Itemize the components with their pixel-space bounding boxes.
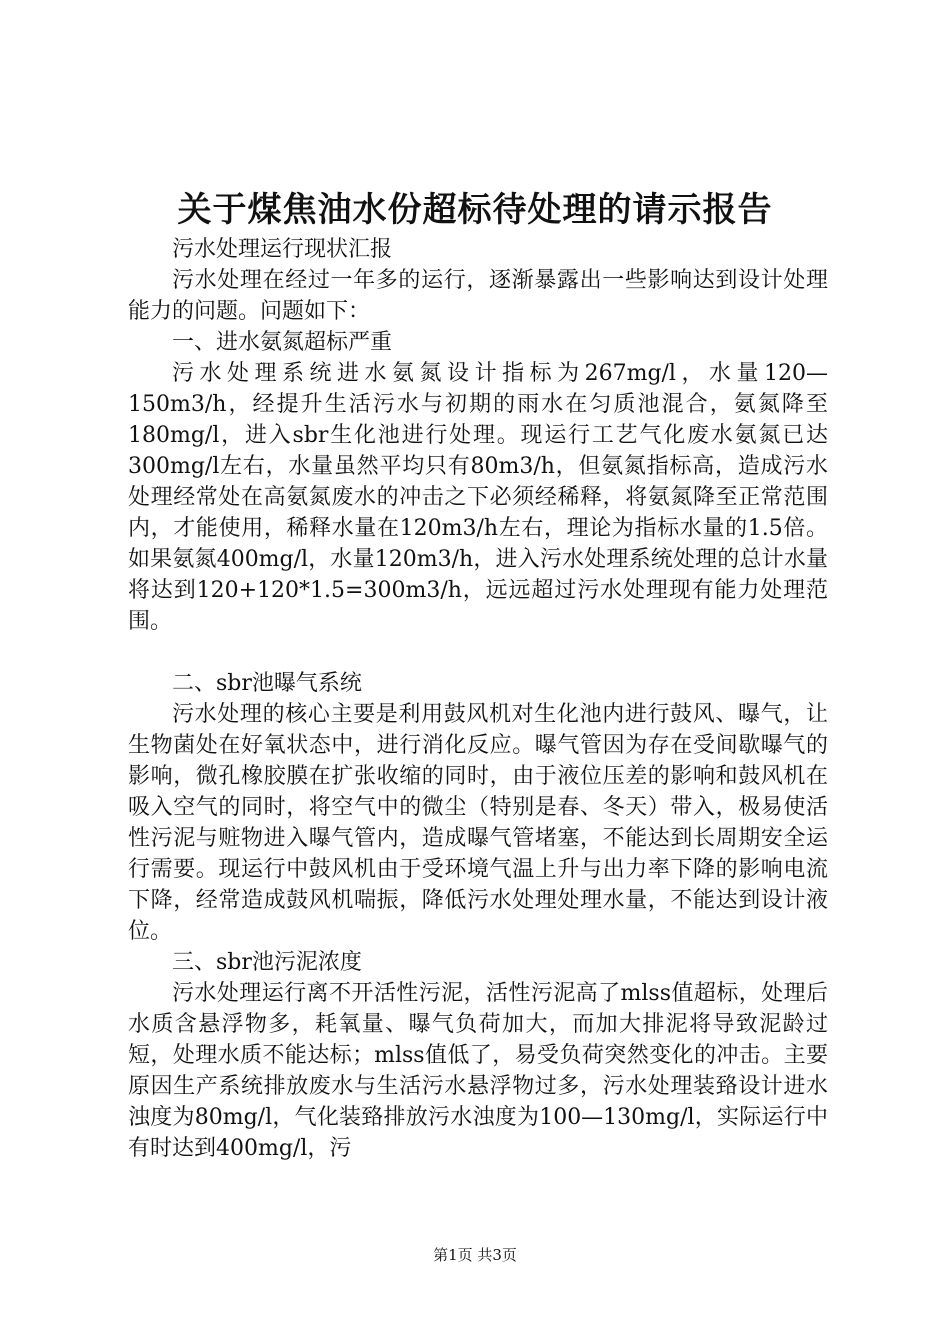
document-title: 关于煤焦油水份超标待处理的请示报告 [177, 190, 773, 230]
paragraph-sludge: 污水处理运行离不开活性污泥，活性污泥高了mlss值超标，处理后水质含悬浮物多，耗氧量、曝气负荷加大，而加大排泥将导致泥龄过短，处理水质不能达标；mlss值低了，易受负荷突然变化的冲击。主要原因生产系统排放废水与生活污水悬浮物过多，污水处理装臵设计进水浊度为80mg/l，气化装臵排放污水浊度为100—130mg/l，实际运行中有时达到400mg/l，污 [128, 981, 828, 1161]
section-heading-aeration: 二、sbr池曝气系统 [172, 671, 362, 696]
paragraph-report-heading: 污水处理运行现状汇报 [172, 237, 393, 262]
paragraph-aeration: 污水处理的核心主要是利用鼓风机对生化池内进行鼓风、曝气，让生物菌处在好氧状态中，进行消化反应。曝气管因为存在受间歇曝气的影响，微孔橡胶膜在扩张收缩的同时，由于液位压差的影响和鼓风机在吸入空气的同时，将空气中的微尘（特别是春、冬天）带入，极易使活性污泥与赃物进入曝气管内，造成曝气管堵塞，不能达到长周期安全运行需要。现运行中鼓风机由于受环境气温上升与出力率下降的影响电流下降，经常造成鼓风机喘振，降低污水处理处理水量，不能达到设计液位。 [128, 702, 828, 944]
section-heading-sludge: 三、sbr池污泥浓度 [172, 950, 362, 975]
section-heading-ammonia: 一、进水氨氮超标严重 [172, 330, 393, 355]
paragraph-intro: 污水处理在经过一年多的运行，逐渐暴露出一些影响达到设计处理能力的问题。问题如下： [128, 268, 828, 324]
page-footer: 第1页 共3页 [433, 1246, 517, 1264]
document-body [128, 234, 828, 1164]
paragraph-ammonia: 污水处理系统进水氨氮设计指标为267mg/l，水量120—150m3/h，经提升生活污水与初期的雨水在匀质池混合，氨氮降至180mg/l，进入sbr生化池进行处理。现运行工艺气化废水氨氮已达300mg/l左右，水量虽然平均只有80m3/h，但氨氮指标高，造成污水处理经常处在高氨氮废水的冲击之下必须经稀释，将氨氮降至正常范围内，才能使用，稀释水量在120m3/h左右，理论为指标水量的1.5倍。如果氨氮400mg/l，水量120m3/h，进入污水处理系统处理的总计水量将达到120+120*1.5=300m3/h，远远超过污水处理现有能力处理范围。 [128, 361, 828, 634]
